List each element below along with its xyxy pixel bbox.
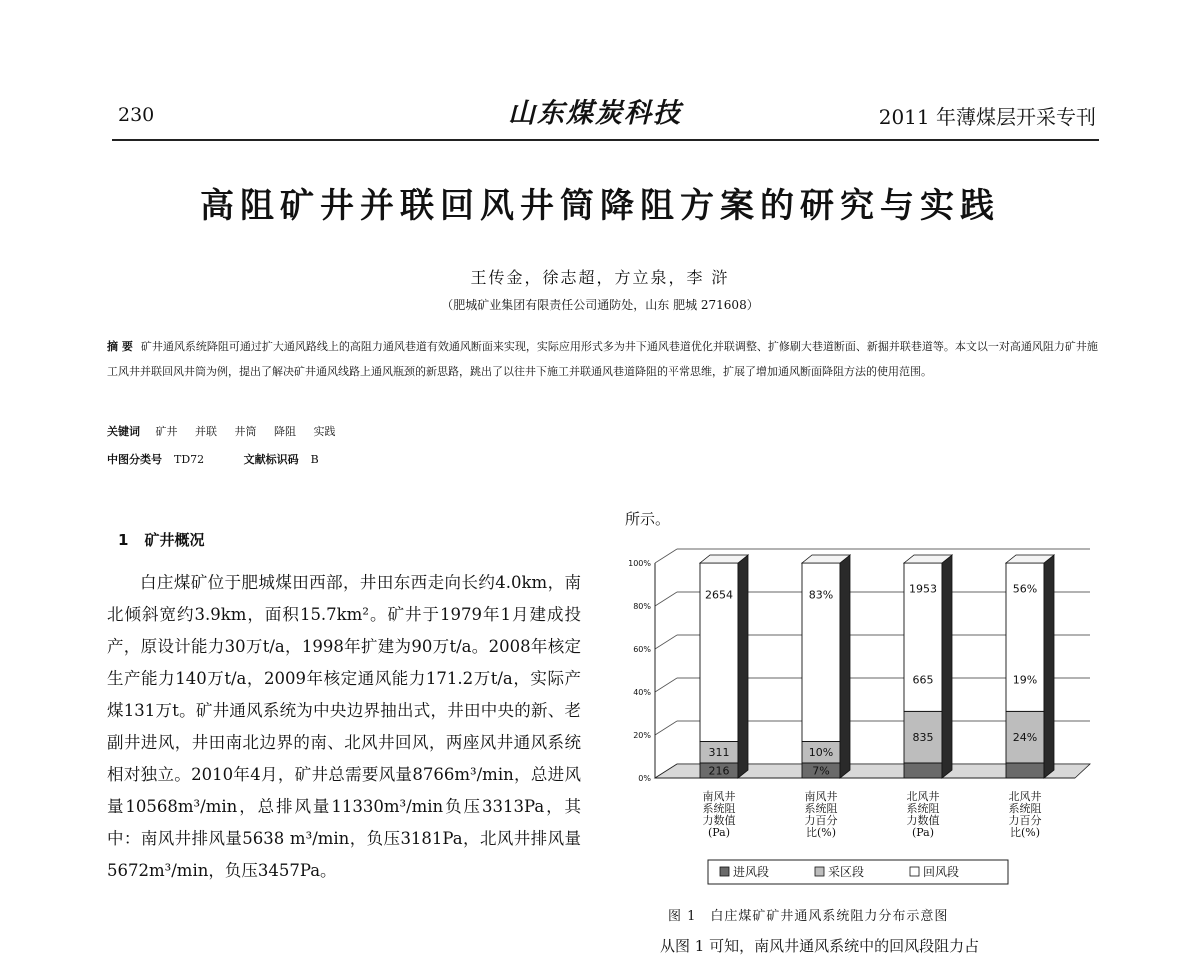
keyword: 实践 [313,425,336,438]
gridline-depth [655,635,677,649]
bar-side [738,555,748,778]
bar-side [840,555,850,778]
classification [107,451,319,467]
keyword: 矿井 [155,425,178,438]
x-category-label: (Pa) [911,826,935,839]
gridline-depth [655,678,677,692]
bar-data-label: 311 [708,746,730,760]
figure-caption: 图 1 白庄煤矿矿井通风系统阻力分布示意图 [668,909,949,924]
legend-swatch [910,867,919,876]
page-number: 230 [118,104,155,126]
legend-swatch [815,867,824,876]
journal-logo: 山东煤炭科技 [508,98,682,129]
x-category-label: 力百分 [1008,814,1042,827]
affiliation: （肥城矿业集团有限责任公司通防处，山东 肥城 271608） [441,298,759,312]
clc-value: TD72 [174,453,205,466]
y-tick-label: 60% [633,645,651,654]
bar-extra-label: 665 [912,673,934,687]
x-category-label: 比(%) [1009,826,1041,839]
y-tick-label: 80% [633,602,651,611]
bar-side [942,555,952,778]
gridline-depth [655,721,677,735]
doc-code-label: 文献标识码 [243,453,299,466]
keyword: 降阻 [274,425,296,438]
x-category-label: 系统阻 [702,802,736,815]
gridline-depth [655,549,677,563]
legend-label: 进风段 [733,865,770,879]
x-category-label: 比(%) [805,826,837,839]
section-number: 1 [118,531,129,549]
legend-label: 采区段 [828,865,865,879]
bar-side [1044,555,1054,778]
section-paragraph: 白庄煤矿位于肥城煤田西部，井田东西走向长约4.0km，南北倾斜宽约3.9km，面积15.7km²。矿井于1979年1月建成投产，原设计能力30万t/a，1998年扩建为90万t/a。2008年核定生产能力140万t/a，2009年核定通风能力171.2万t/a，实际产煤131万t。矿井通风系统为中央边界抽出式，井田中央的新、老副井进风，井田南北边界的南、北风井回风，两座风井通风系统相对独立。2010年4月，矿井总需要风量8766m³/min，总进风量10568m³/min，总排风量11330m³/min负压3313Pa，其中：南风井排风量5638 m³/min，负压3181Pa，北风井排风量5672m³/min，负压3457Pa。 [107,573,581,880]
bar-segment [1006,763,1044,778]
section-title: 矿井概况 [144,531,205,549]
x-category-label: (Pa) [707,826,731,839]
bar-data-label: 1953 [909,582,937,596]
y-tick-label: 0% [638,774,651,783]
continuation-text: 从图 1 可知，南风井通风系统中的回风段阻力占 [660,937,980,955]
bar-data-label: 10% [808,746,834,760]
y-tick-label: 40% [633,688,651,697]
bar-data-label: 216 [708,764,730,778]
keyword: 并联 [195,425,217,438]
abstract [107,334,1102,384]
x-category-label: 力数值 [702,814,736,827]
x-category-label: 力数值 [906,814,940,827]
right-column-context: 所示。 [625,510,671,528]
bar-extra-label: 19% [1012,673,1038,687]
x-category-label: 力百分 [804,814,838,827]
bar-data-label: 835 [912,731,934,745]
x-category-label: 南风井 [804,790,838,803]
x-category-label: 南风井 [702,790,736,803]
gridline-depth [655,592,677,606]
x-category-label: 北风井 [906,790,940,803]
x-category-label: 系统阻 [804,802,838,815]
authors: 王传金，徐志超，方立泉，李 浒 [470,268,730,287]
legend-label: 回风段 [923,865,960,879]
doc-code-value: B [310,453,319,466]
bar-data-label: 56% [1012,582,1038,596]
y-tick-label: 100% [628,559,651,568]
x-category-label: 系统阻 [1008,802,1042,815]
keywords [107,423,350,439]
bar-data-label: 7% [812,764,830,778]
clc-label: 中图分类号 [107,453,162,466]
section-heading [118,529,204,550]
keyword: 井筒 [234,425,257,438]
abstract-text: 矿井通风系统降阻可通过扩大通风路线上的高阻力通风巷道有效通风断面来实现，实际应用形式多为井下通风巷道优化并联调整、扩修刷大巷道断面、新掘并联巷道等。本文以一对高通风阻力矿井施工风井并联回风井筒为例，提出了解决矿井通风线路上通风瓶颈的新思路，跳出了以往井下施工并联通风巷道降阻的平常思维，扩展了增加通风断面降阻方法的使用范围。 [107,340,1098,378]
x-category-label: 北风井 [1008,790,1042,803]
legend-swatch [720,867,729,876]
abstract-label: 摘 要 [107,340,133,353]
x-category-label: 系统阻 [906,802,940,815]
bar-segment [904,763,942,778]
issue-title: 2011 年薄煤层开采专刊 [878,105,1096,129]
bar-data-label: 83% [808,588,834,602]
bar-data-label: 24% [1012,731,1038,745]
bar-data-label: 2654 [705,588,733,602]
y-tick-label: 20% [633,731,651,740]
header-rule [112,139,1099,141]
paper-title: 高阻矿井并联回风井筒降阻方案的研究与实践 [200,186,1000,226]
keywords-label: 关键词 [107,425,140,438]
resistance-distribution-chart [620,548,1100,893]
